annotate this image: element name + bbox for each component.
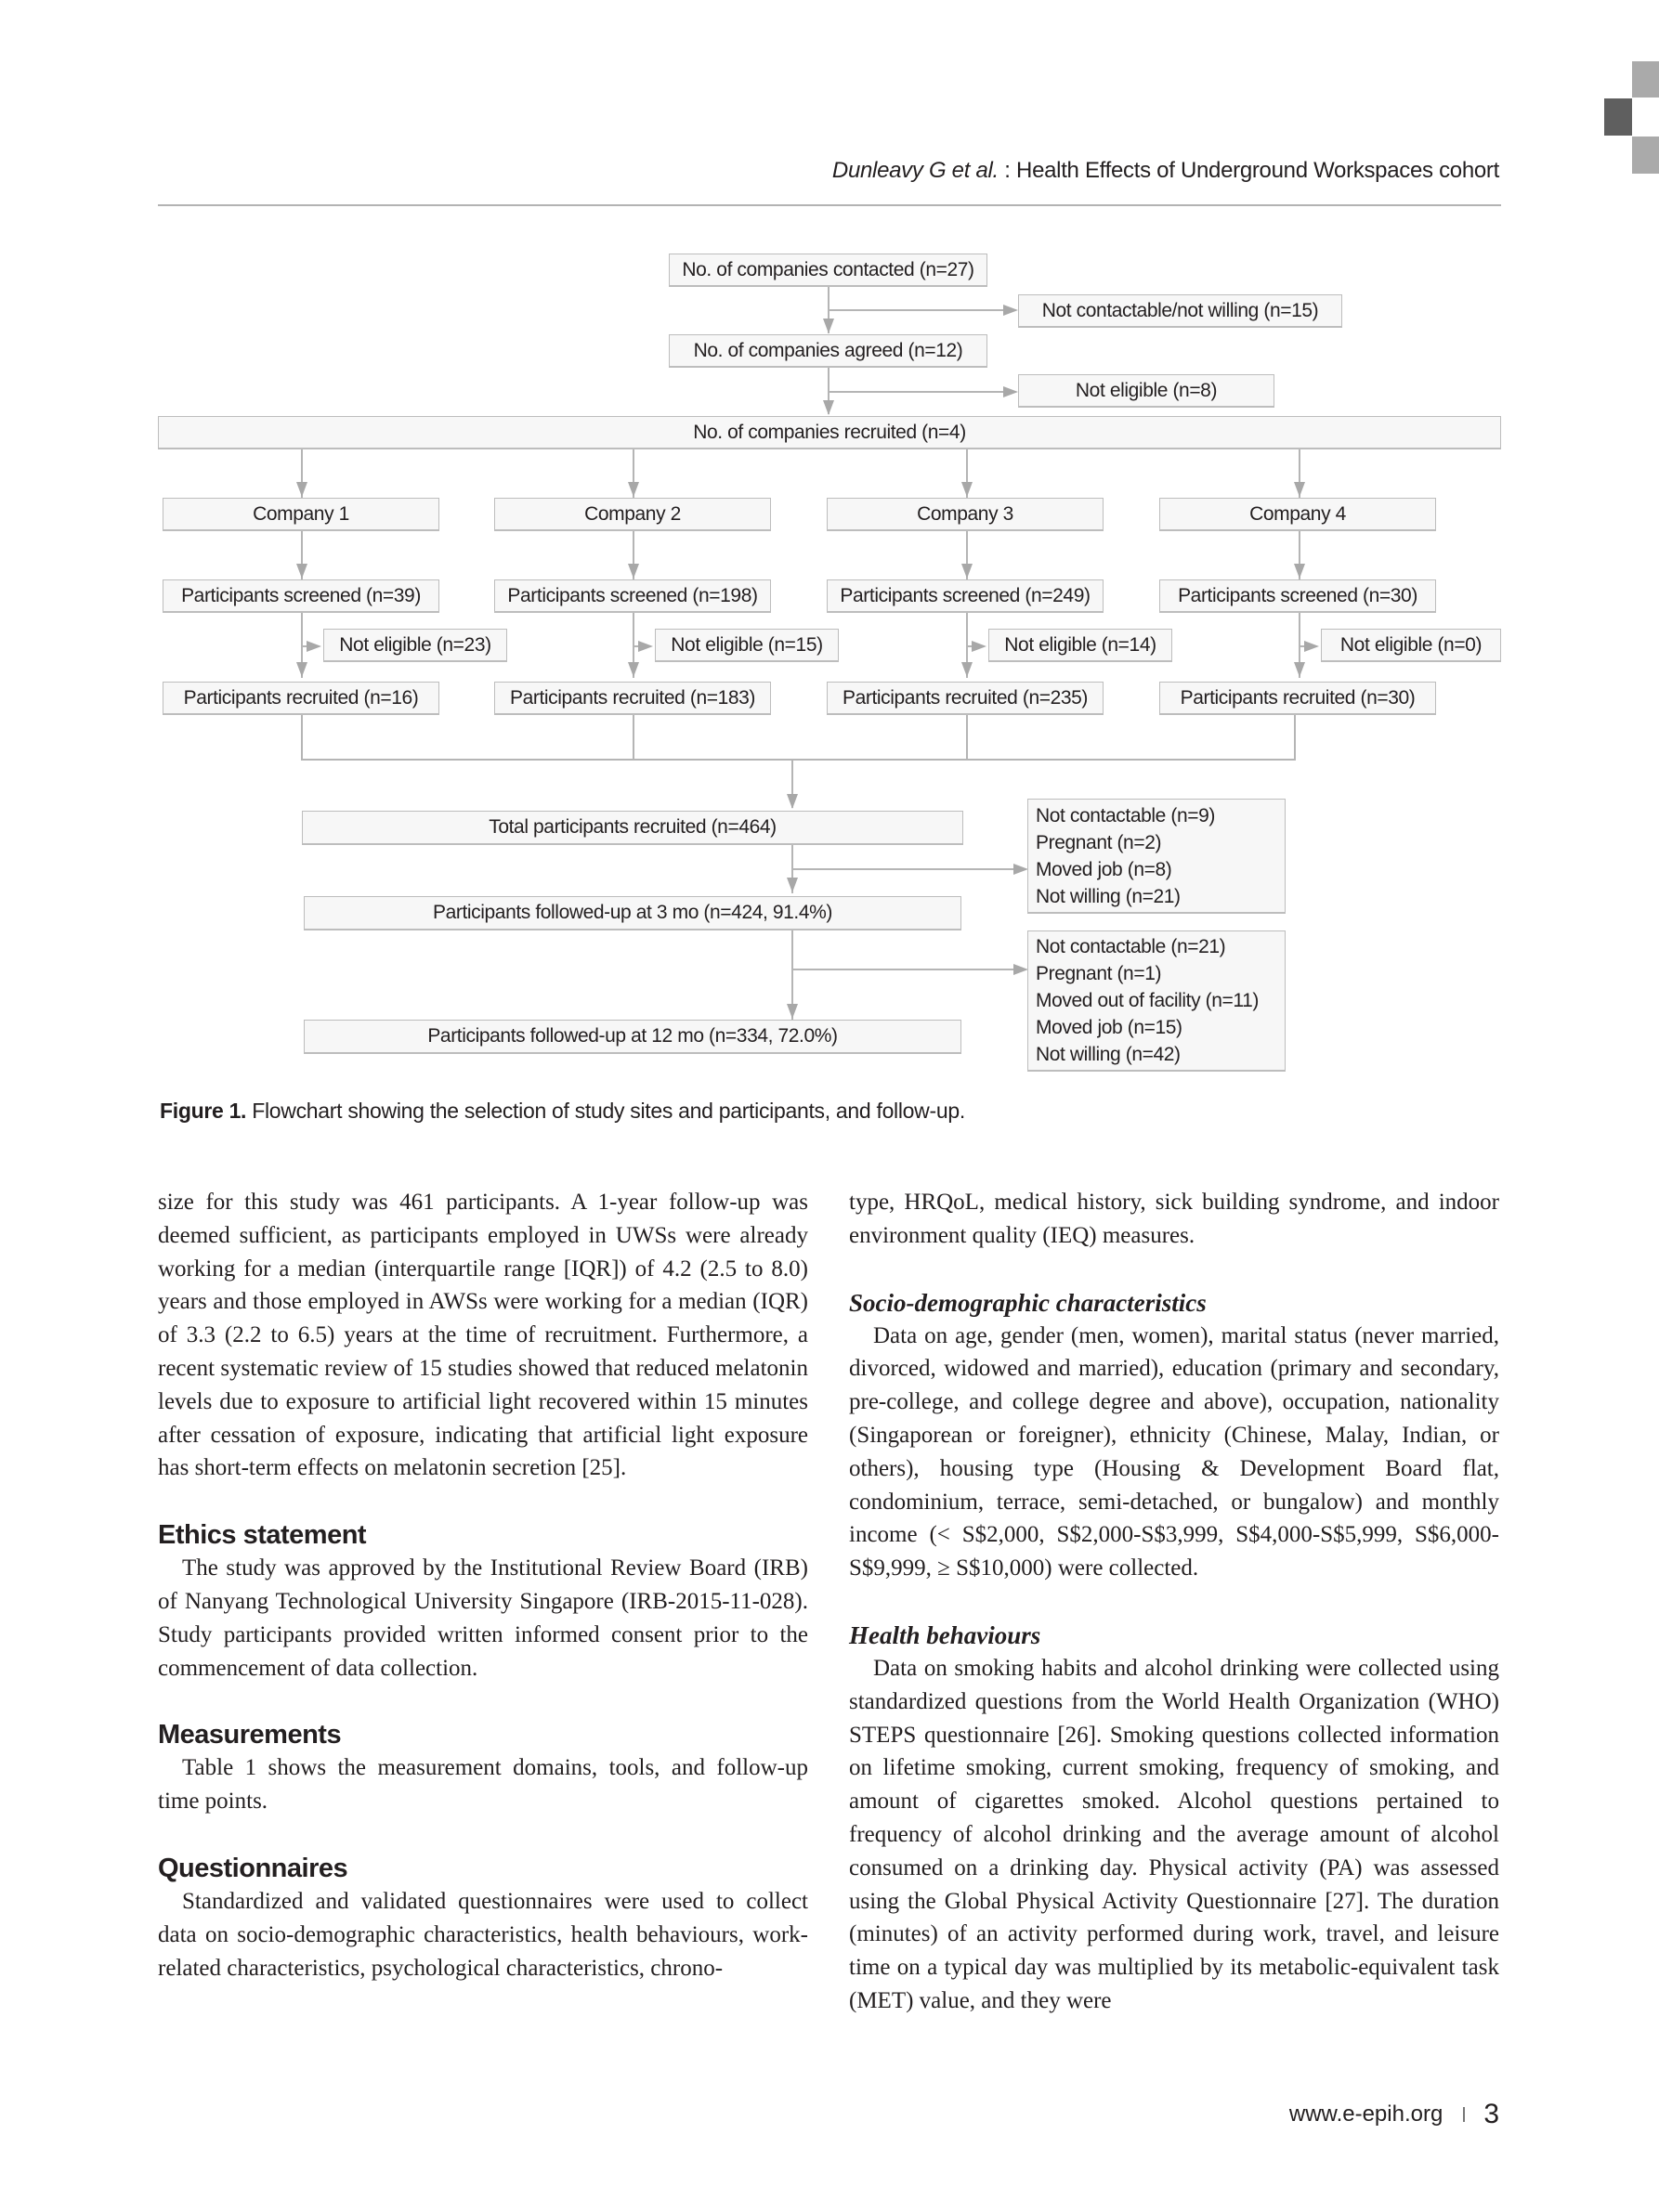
arrow-down-icon — [296, 564, 307, 579]
box-label: Company 3 — [917, 502, 1013, 525]
box-screened-1 — [163, 579, 439, 613]
box-total-recruited — [302, 811, 963, 845]
box-recruited-4 — [1159, 682, 1436, 715]
loss-item: Pregnant (n=1) — [1036, 963, 1162, 984]
box-not-eligible-2 — [655, 629, 839, 662]
corner-decoration-light-top — [1632, 61, 1659, 98]
arrow-down-icon — [1294, 564, 1305, 579]
connector — [1294, 715, 1296, 760]
left-column — [158, 1186, 808, 1984]
box-not-contactable — [1018, 294, 1342, 328]
loss-item: Pregnant (n=2) — [1036, 831, 1162, 853]
loss-item: Not contactable (n=9) — [1036, 804, 1215, 826]
box-not-eligible-4 — [1321, 629, 1501, 662]
loss-item: Not willing (n=21) — [1036, 885, 1181, 907]
box-label: No. of companies recruited (n=4) — [693, 421, 966, 443]
corner-decoration-light-bottom — [1632, 137, 1659, 174]
box-label: Not contactable/not willing (n=15) — [1041, 299, 1319, 321]
connector — [966, 715, 968, 760]
box-recruited-2 — [494, 682, 771, 715]
connector — [829, 391, 1005, 393]
box-label: Participants recruited (n=16) — [183, 686, 419, 709]
arrow-down-icon — [296, 482, 307, 497]
box-label: Participants screened (n=39) — [181, 584, 421, 606]
arrow-down-icon — [1294, 482, 1305, 497]
box-loss-12mo — [1027, 930, 1286, 1072]
paragraph-intro: size for this study was 461 participants. A 1-year follow-up was deemed sufficient, as participants employed in UWSs were already working for a median (interquartile range [IQR]) of 4.2 (2.5 to 8.0) years and those employed in AWSs were working for a median (IQR) of 3.3 (2.2 to 6.5) years at the time of recruitment. Furthermore, a recent systematic review of 15 studies showed that reduced melatonin levels due to exposure to artificial light recovered within 15 minutes after cessation of exposure, indicating that artificial light exposure has short-term effects on melatonin secretion [25]. — [158, 1190, 808, 1481]
box-companies-agreed — [669, 334, 987, 368]
header-authors: Dunleavy G et al. — [831, 158, 999, 183]
loss-item: Moved job (n=15) — [1036, 1017, 1182, 1038]
arrow-down-icon — [787, 794, 798, 809]
box-screened-2 — [494, 579, 771, 613]
figure-caption — [160, 1099, 965, 1124]
footer-divider — [1463, 2107, 1465, 2122]
box-label: Participants followed-up at 3 mo (n=424, 91.4%) — [432, 902, 833, 923]
box-company-2 — [494, 498, 771, 531]
box-recruited-3 — [827, 682, 1104, 715]
paragraph-measurements: Table 1 shows the measurement domains, tools, and follow-up time points. — [158, 1755, 808, 1815]
connector — [792, 868, 1015, 870]
box-label: Company 2 — [584, 502, 681, 525]
box-not-eligible-companies — [1018, 374, 1274, 408]
arrow-down-icon — [628, 564, 639, 579]
box-label: Not eligible (n=8) — [1075, 379, 1218, 401]
box-label: Participants recruited (n=235) — [842, 686, 1089, 709]
box-companies-contacted — [669, 254, 987, 287]
loss-item: Moved job (n=8) — [1036, 858, 1172, 880]
box-companies-recruited — [158, 416, 1501, 449]
heading-measurements: Measurements — [158, 1720, 342, 1750]
box-label: Participants screened (n=249) — [840, 584, 1091, 606]
box-recruited-1 — [163, 682, 439, 715]
arrow-down-icon — [961, 564, 973, 579]
paragraph-ethics: The study was approved by the Institutional Review Board (IRB) of Nanyang Technological University Singapore (IRB-2015-11-028). Study participants provided written informed consent prior to the commencement of data collection. — [158, 1555, 808, 1681]
arrow-down-icon — [628, 662, 639, 677]
header-rule — [158, 204, 1501, 206]
box-company-3 — [827, 498, 1104, 531]
arrow-right-icon — [307, 641, 321, 652]
box-followup-12mo — [304, 1020, 961, 1054]
page-number: 3 — [1483, 2099, 1499, 2129]
arrow-right-icon — [1013, 964, 1028, 975]
arrow-down-icon — [787, 878, 798, 892]
figure-label: Figure 1. — [160, 1099, 247, 1123]
box-label: Participants recruited (n=30) — [1180, 686, 1416, 709]
connector — [301, 759, 1296, 761]
heading-questionnaires: Questionnaires — [158, 1853, 348, 1883]
box-label: Not eligible (n=0) — [1339, 633, 1483, 656]
box-company-4 — [1159, 498, 1436, 531]
arrow-down-icon — [628, 482, 639, 497]
box-not-eligible-3 — [988, 629, 1172, 662]
heading-ethics: Ethics statement — [158, 1520, 367, 1551]
box-label: Participants screened (n=30) — [1178, 584, 1417, 606]
header-title: Health Effects of Underground Workspaces cohort — [1016, 158, 1499, 183]
loss-item: Not willing (n=42) — [1036, 1044, 1181, 1065]
connector — [301, 715, 303, 760]
arrow-down-icon — [823, 400, 834, 415]
paragraph-health-behaviours: Data on smoking habits and alcohol drinking were collected using standardized questions from the World Health Organization (WHO) STEPS questionnaire [26]. Smoking questions collected information on lifetime smoking, current smoking, frequency of smoking, and amount of cigarettes smoked. Alcohol questions pertained to frequency of alcohol drinking and the average amount of alcohol consumed on a drinking day. Physical activity (PA) was assessed using the Global Physical Activity Questionnaire [27]. The duration (minutes) of an activity performed during work, travel, and leisure time on a typical day was multiplied by its metabolic-equivalent task (MET) value, and they were — [849, 1655, 1499, 2013]
connector — [829, 309, 1005, 311]
box-label: Not eligible (n=23) — [339, 633, 491, 656]
connector — [633, 715, 634, 760]
arrow-down-icon — [961, 662, 973, 677]
box-company-1 — [163, 498, 439, 531]
heading-socio-demographic: Socio-demographic characteristics — [849, 1288, 1207, 1317]
arrow-down-icon — [823, 319, 834, 333]
box-label: Participants followed-up at 12 mo (n=334, 72.0%) — [427, 1025, 838, 1047]
connector — [792, 969, 1015, 970]
box-not-eligible-1 — [323, 629, 507, 662]
arrow-right-icon — [1013, 864, 1028, 875]
heading-health-behaviours: Health behaviours — [849, 1620, 1041, 1649]
loss-item: Not contactable (n=21) — [1036, 936, 1226, 957]
box-label: Not eligible (n=14) — [1004, 633, 1156, 656]
box-label: Company 4 — [1249, 502, 1346, 525]
caption-text: Flowchart showing the selection of study sites and participants, and follow-up. — [246, 1099, 965, 1123]
box-label: Company 1 — [253, 502, 349, 525]
arrow-right-icon — [972, 641, 986, 652]
arrow-right-icon — [1003, 386, 1018, 397]
box-loss-3mo — [1027, 799, 1286, 914]
box-label: Participants recruited (n=183) — [509, 686, 756, 709]
box-label: No. of companies agreed (n=12) — [693, 339, 963, 361]
paragraph-questionnaires: Standardized and validated questionnaires were used to collect data on socio-demographic characteristics, health behaviours, work-related characteristics, psychological characteristics, chrono- — [158, 1888, 808, 1981]
arrow-down-icon — [296, 662, 307, 677]
box-screened-4 — [1159, 579, 1436, 613]
arrow-right-icon — [1304, 641, 1319, 652]
box-label: No. of companies contacted (n=27) — [682, 258, 974, 280]
arrow-down-icon — [1294, 662, 1305, 677]
corner-decoration-dark — [1604, 98, 1632, 136]
arrow-right-icon — [638, 641, 653, 652]
right-column — [849, 1186, 1499, 2018]
arrow-right-icon — [1003, 305, 1018, 316]
loss-item: Moved out of facility (n=11) — [1036, 990, 1259, 1011]
arrow-down-icon — [961, 482, 973, 497]
box-followup-3mo — [304, 896, 961, 930]
box-label: Not eligible (n=15) — [671, 633, 823, 656]
header-separator: : — [998, 158, 1017, 183]
box-label: Participants screened (n=198) — [507, 584, 758, 606]
running-header — [832, 158, 1499, 184]
arrow-down-icon — [787, 1004, 798, 1019]
box-screened-3 — [827, 579, 1104, 613]
paragraph-socio-demographic: Data on age, gender (men, women), marital status (never married, divorced, widowed and married), education (primary and secondary, pre-college, and college degree and above), occupation, nationality (Singaporean or foreigner), ethnicity (Chinese, Malay, Indian, or others), housing type (Housing & Development Board flat, condominium, terrace, semi-detached, or bungalow) and monthly income (< S$2,000, S$2,000-S$3,999, S$4,000-S$5,999, S$6,000-S$9,999, ≥ S$10,000) were collected. — [849, 1322, 1499, 1581]
journal-website-link[interactable]: www.e-epih.org — [1288, 2101, 1443, 2127]
paragraph-intro-right: type, HRQoL, medical history, sick building syndrome, and indoor environment quality (IEQ) measures. — [849, 1190, 1499, 1248]
page-footer — [1289, 2099, 1499, 2130]
box-label: Total participants recruited (n=464) — [489, 816, 777, 838]
